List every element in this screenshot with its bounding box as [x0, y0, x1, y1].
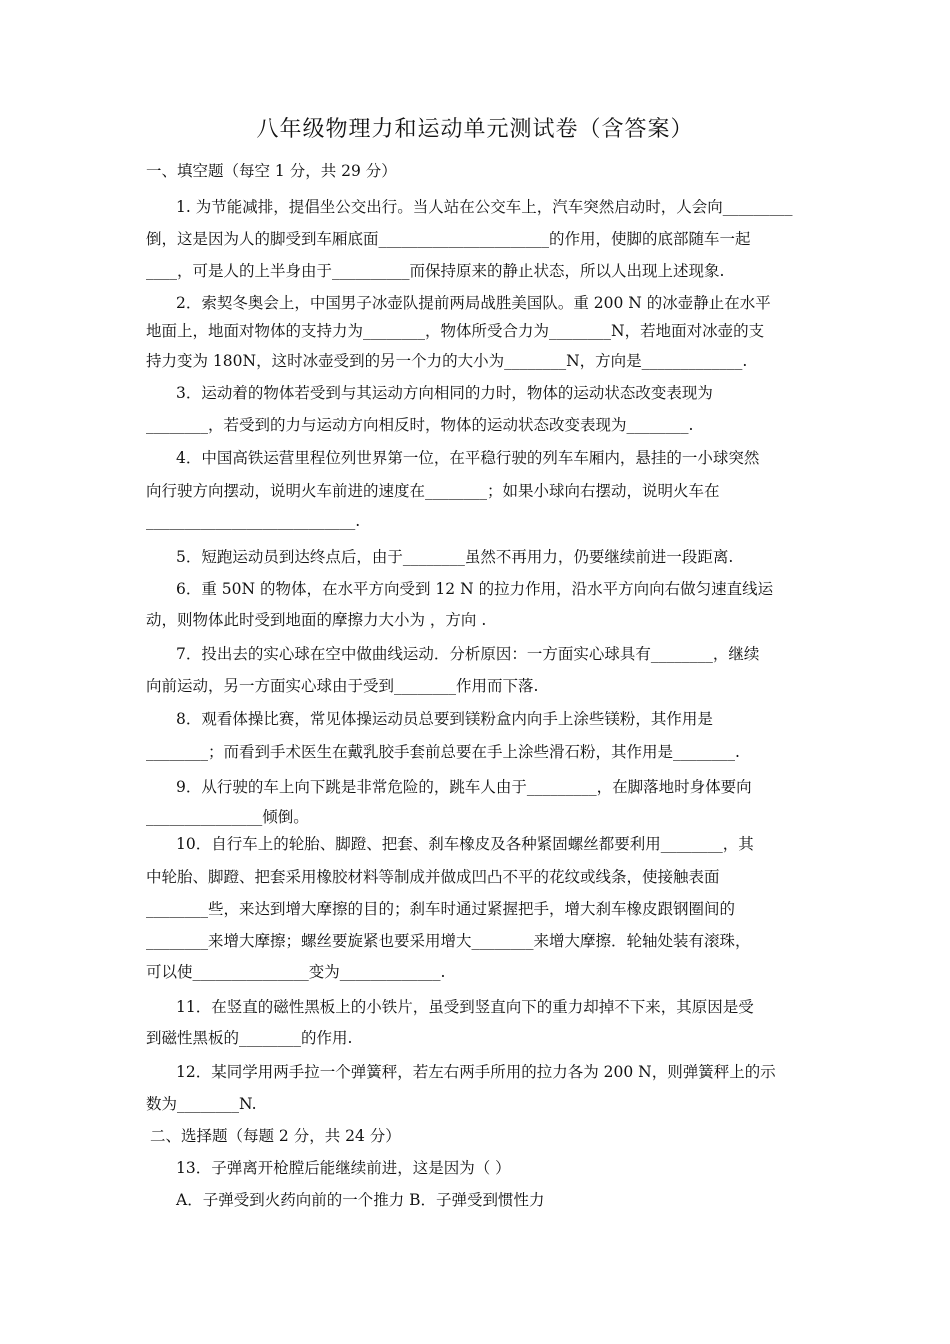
question-4-line-2: 向行驶方向摆动，说明火车前进的速度在________；如果小球向右摆动，说明火车在 [146, 482, 720, 500]
question-3-line-1: 3．运动着的物体若受到与其运动方向相同的力时，物体的运动状态改变表现为 [176, 384, 713, 402]
question-10-line-4: ________来增大摩擦；螺丝要旋紧也要采用增大________来增大摩擦．轮轴处装有滚珠， [146, 932, 751, 950]
question-1-line-1: 1. 为节能减排，提倡坐公交出行。当人站在公交车上，汽车突然启动时，人会向_________ [176, 198, 793, 216]
exam-title: 八年级物理力和运动单元测试卷（含答案） [256, 117, 694, 142]
section-heading-fill-blank: 一、填空题（每空 1 分，共 29 分） [146, 162, 397, 180]
question-8-line-1: 8．观看体操比赛，常见体操运动员总要到镁粉盒内向手上涂些镁粉，其作用是 [176, 710, 713, 728]
question-4-line-1: 4．中国高铁运营里程位列世界第一位，在平稳行驶的列车车厢内，悬挂的一小球突然 [176, 449, 760, 467]
question-2-line-3: 持力变为 180N，这时冰壶受到的另一个力的大小为________N，方向是_____________. [146, 352, 748, 370]
question-12-line-2: 数为________N. [146, 1095, 257, 1113]
question-13-options: A．子弹受到火药向前的一个推力 B．子弹受到惯性力 [176, 1191, 545, 1209]
question-11-line-2: 到磁性黑板的________的作用. [146, 1029, 353, 1047]
question-10-line-2: 中轮胎、脚蹬、把套采用橡胶材料等制成并做成凹凸不平的花纹或线条，使接触表面 [146, 868, 720, 886]
question-7-line-2: 向前运动，另一方面实心球由于受到________作用而下落. [146, 677, 539, 695]
question-10-line-5: 可以使_______________变为_____________. [146, 963, 446, 981]
question-10-line-3: ________些，来达到增大摩擦的目的；刹车时通过紧握把手，增大刹车橡皮跟钢圈间的 [146, 900, 736, 918]
question-9-line-2: _______________倾倒。 [146, 808, 309, 826]
question-1-line-2: 倒，这是因为人的脚受到车厢底面______________________的作用，使脚的底部随车一起 [146, 230, 751, 248]
question-12-line-1: 12．某同学用两手拉一个弹簧秤，若左右两手所用的拉力各为 200 N，则弹簧秤上的示 [176, 1063, 776, 1081]
question-1-line-3: ____，可是人的上半身由于__________而保持原来的静止状态，所以人出现上述现象. [146, 262, 725, 280]
question-5: 5．短跑运动员到达终点后，由于________虽然不再用力，仍要继续前进一段距离. [176, 548, 734, 566]
question-7-line-1: 7．投出去的实心球在空中做曲线运动．分析原因：一方面实心球具有________，继续 [176, 645, 760, 663]
question-9-line-1: 9．从行驶的车上向下跳是非常危险的，跳车人由于_________，在脚落地时身体要向 [176, 778, 752, 796]
question-2-line-1: 2．索契冬奥会上，中国男子冰壶队提前两局战胜美国队。重 200 N 的冰壶静止在水平 [176, 294, 771, 312]
question-8-line-2: ________；而看到手术医生在戴乳胶手套前总要在手上涂些滑石粉，其作用是________. [146, 743, 740, 761]
question-6-line-1: 6．重 50N 的物体，在水平方向受到 12 N 的拉力作用，沿水平方向向右做匀速直线运 [176, 580, 774, 598]
question-13-stem: 13．子弹离开枪膛后能继续前进，这是因为（ ） [176, 1159, 511, 1177]
question-10-line-1: 10．自行车上的轮胎、脚蹬、把套、刹车橡皮及各种紧固螺丝都要利用________，其 [176, 835, 754, 853]
question-2-line-2: 地面上，地面对物体的支持力为________，物体所受合力为________N，若地面对冰壶的支 [146, 322, 765, 340]
question-3-line-2: ________，若受到的力与运动方向相反时，物体的运动状态改变表现为________. [146, 416, 694, 434]
question-4-line-3: ___________________________. [146, 512, 361, 530]
section-heading-multiple-choice: 二、选择题（每题 2 分，共 24 分） [150, 1127, 401, 1145]
question-6-line-2: 动，则物体此时受到地面的摩擦力大小为 ，方向 . [146, 611, 487, 629]
question-11-line-1: 11．在竖直的磁性黑板上的小铁片，虽受到竖直向下的重力却掉不下来，其原因是受 [176, 998, 754, 1016]
